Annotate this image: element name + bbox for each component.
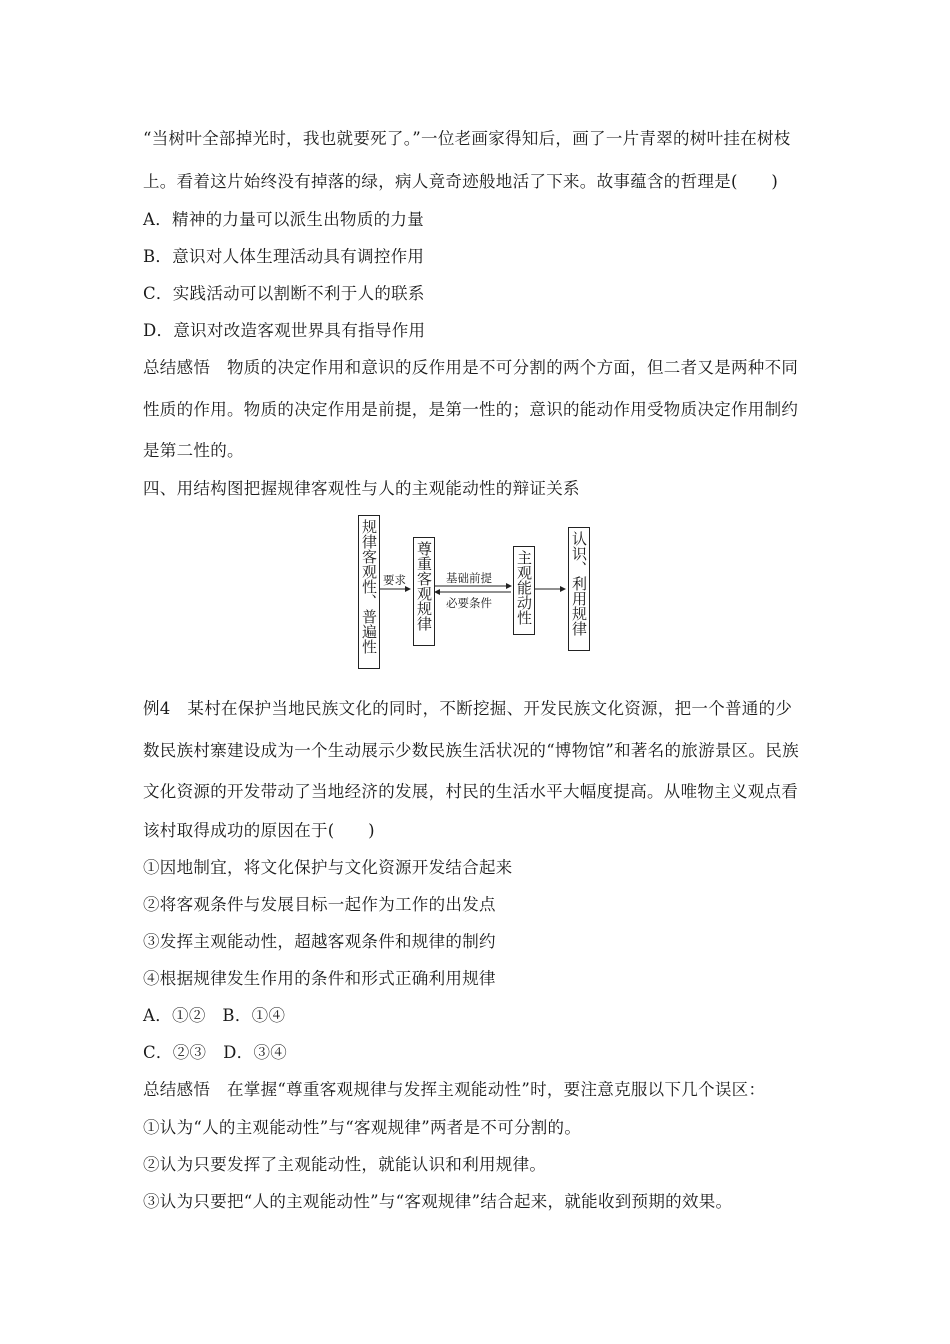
option-d: D．意识对改造客观世界具有指导作用 — [143, 321, 426, 340]
option-c: C．实践活动可以割断不利于人的联系 — [143, 284, 425, 303]
example-line: 数民族村寨建设成为一个生动展示少数民族生活状况的“博物馆”和著名的旅游景区。民族 — [143, 741, 799, 760]
arrow-label-condition: 必要条件 — [446, 596, 492, 610]
example-line: 该村取得成功的原因在于( ) — [143, 821, 375, 840]
answer-options-ab: A．①② B．①④ — [143, 1006, 286, 1025]
summary-line: 性质的作用。物质的决定作用是前提，是第一性的；意识的能动作用受物质决定作用制约 — [143, 400, 799, 419]
diagram-box-law-objectivity: 规律客观性、普遍性 — [358, 515, 380, 669]
diagram-box-use-law: 认识、利用规律 — [568, 527, 590, 651]
option-a: A．精神的力量可以派生出物质的力量 — [143, 210, 425, 229]
answer-options-cd: C．②③ D．③④ — [143, 1043, 288, 1062]
summary-line: 是第二性的。 — [143, 441, 244, 460]
section-heading: 四、用结构图把握规律客观性与人的主观能动性的辩证关系 — [143, 479, 580, 498]
paragraph-line: “当树叶全部掉光时，我也就要死了。”一位老画家得知后，画了一片青翠的树叶挂在树枝 — [143, 129, 791, 148]
example-line: 例4 某村在保护当地民族文化的同时，不断挖掘、开发民族文化资源，把一个普通的少 — [143, 699, 793, 718]
diagram-box-respect-law: 尊重客观规律 — [413, 537, 435, 646]
statement-3: ③发挥主观能动性，超越客观条件和规律的制约 — [143, 932, 496, 951]
arrow-head-mutual-right — [506, 583, 512, 589]
structure-diagram — [350, 510, 600, 670]
summary-line: 总结感悟 在掌握“尊重客观规律与发挥主观能动性”时，要注意克服以下几个误区： — [143, 1080, 766, 1099]
arrow-head-use-law — [560, 586, 566, 592]
statement-1: ①因地制宜，将文化保护与文化资源开发结合起来 — [143, 858, 513, 877]
arrow-head-mutual-left — [434, 589, 440, 595]
option-b: B．意识对人体生理活动具有调控作用 — [143, 247, 425, 266]
arrow-label-foundation: 基础前提 — [446, 571, 492, 585]
paragraph-line: 上。看着这片始终没有掉落的绿，病人竟奇迹般地活了下来。故事蕴含的哲理是( ) — [143, 172, 779, 191]
statement-4: ④根据规律发生作用的条件和形式正确利用规律 — [143, 969, 496, 988]
arrow-label-requires: 要求 — [383, 573, 406, 587]
misconception-3: ③认为只要把“人的主观能动性”与“客观规律”结合起来，就能收到预期的效果。 — [143, 1192, 733, 1211]
summary-line: 总结感悟 物质的决定作用和意识的反作用是不可分割的两个方面，但二者又是两种不同 — [143, 358, 799, 377]
diagram-box-initiative: 主观能动性 — [513, 546, 535, 635]
diagram-arrows — [350, 510, 600, 670]
misconception-1: ①认为“人的主观能动性”与“客观规律”两者是不可分割的。 — [143, 1118, 582, 1137]
misconception-2: ②认为只要发挥了主观能动性，就能认识和利用规律。 — [143, 1155, 547, 1174]
example-line: 文化资源的开发带动了当地经济的发展，村民的生活水平大幅度提高。从唯物主义观点看 — [143, 782, 799, 801]
statement-2: ②将客观条件与发展目标一起作为工作的出发点 — [143, 895, 496, 914]
